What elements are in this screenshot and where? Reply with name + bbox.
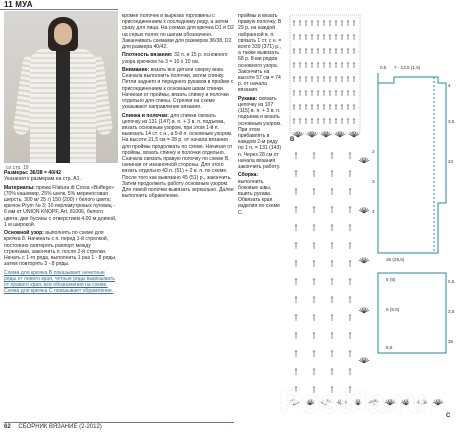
dim-label-6: 26 (28,5)	[386, 257, 405, 262]
instructions-column-3	[238, 13, 284, 417]
photo-face	[54, 23, 72, 45]
scheme-grid-top	[290, 15, 360, 133]
back-label: Спинка и полочки:	[122, 112, 169, 119]
dim-label-14: 26	[448, 339, 454, 344]
schemes-note	[4, 270, 118, 295]
dim-label-15: 8,5	[386, 345, 393, 350]
dim-label-10: 5 (5)	[386, 277, 396, 282]
note-label: Внимание:	[122, 67, 150, 73]
model-photo	[4, 11, 118, 163]
basic-pattern-label: Основной узор:	[4, 230, 44, 237]
instructions-column-1	[4, 170, 118, 418]
dim-label-9: 4	[372, 209, 375, 214]
sleeve-schematic-outline	[378, 273, 446, 353]
crochet-symbols-bottom	[289, 153, 443, 405]
dim-label-8: 3	[372, 179, 375, 184]
density-label: Плотность вязания:	[122, 52, 173, 59]
dim-label-2: 7 - 13,5 (1,5)	[394, 65, 421, 70]
scheme-letter-c: C	[446, 413, 451, 419]
dim-label-12: 5 (5,5)	[386, 307, 400, 312]
page-title: 11 МУА	[4, 0, 33, 9]
col2-intro: кромке полочек и вырезах горловины с присоединением к последнему ряду, а затем сразу для лица. На схемах для крючка D1 и D2 на серых полях по шагам обозначено. Заканчивать схемами для размеров 36/38, D2 для размера 40/42.	[122, 13, 234, 51]
sizes-label: Размеры:	[4, 170, 29, 176]
dim-label-13: 3,5	[448, 309, 455, 314]
density-paragraph	[122, 52, 234, 64]
assembly-label: Сборка:	[238, 172, 259, 179]
postila-watermark: Postila.ru	[280, 384, 427, 419]
dim-label-1: 0,5	[380, 65, 387, 70]
sleeve-paragraph	[238, 96, 284, 170]
footer-rule	[4, 422, 234, 423]
sleeve-label: Рукава:	[238, 95, 258, 102]
sizes-paragraph	[4, 170, 118, 182]
back-paragraph	[122, 113, 234, 200]
dim-label-4: 3,5	[448, 119, 455, 124]
note-text: вязать все детали сверху вниз. Сначала выполнить полочки, затем спинку. Петли заднего и переднего рукавов в пройме с присоединением к основным швам спинки. Начиная от проймы, вязать спинку и полочки отдельно для спины. Стрелки на схеме указывают направление вязания.	[122, 67, 234, 111]
front-schematic-outline	[378, 73, 446, 253]
dim-label-3: 4	[448, 83, 451, 88]
sizes-note: Указания к размерам на стр. А1.	[4, 176, 81, 183]
schemes-note-text: Схема для крючка В показывает нечетные ряды от левого края, четные ряды вывязывать от правого края, все обозначения на схеме. Схема для крючка С показывает обрамление.	[4, 269, 115, 295]
crochet-symbols-top	[293, 21, 359, 137]
photo-opening	[56, 51, 70, 163]
sizes-value: 36/38 = 40/42	[29, 170, 62, 176]
back-text: для спинки связать цепочку из 131 (147) в. п. + 3 в. п. подъема, вязать основным узором, при этом 1-й п. вывязать 14 ст. с н., а 5-й п. основным узором. На высоте 21,5 см = 28 р. от начала вязания для проймы продолжать по схеме. Начиная от проймы, вязать спинку и полочки отдельно. Сначала связать правую полочку по схеме В, начиная от изнаночной стороны. Для этого вязать отдельно 43 п. (51) + 2 в. п. по схеме. После того как вывязано 45 (51) р., закончить. Затем продолжить работу основным узором. Для левой полочки вывязать зеркально. Далее выполнить обрамление.	[122, 112, 234, 200]
materials-text: пряжа Filatura di Crosa «Buffego» (70% кашемир, 25% шелк, 5% мериносовая шерсть, 300 м/ 25 г) 150 (200) г белого цвета; крючок Prym № 3; 10 перламутровых пуговиц - 6 мм от UNION KNOPF, Art. 81006, белого цвета; две бусины с отверстием 4,00 м длиной, 1 м широкой.	[4, 184, 117, 228]
page-footer	[4, 424, 102, 430]
photo-caption: со.стр. 18	[6, 165, 29, 171]
materials-paragraph	[4, 185, 118, 228]
basic-pattern-paragraph	[4, 230, 118, 267]
instructions-column-2	[122, 13, 234, 417]
basic-pattern-text: выполнять по схеме для крючка 8. Начинать с п. перед 1-й стрелкой, постоянно повторять раппорт между стрелками, закончить п. после 2-й стрелки. Начать с 1-го ряда, выполнить 1 раз 1 - 8 ряды, затем повторять 3 - 8 ряды.	[4, 230, 117, 268]
assembly-paragraph	[238, 172, 284, 215]
dim-label-7: 2	[372, 149, 375, 154]
assembly-text: выполнить боковые швы, вшить рукава. Обвязать края изделия по схеме С.	[238, 178, 280, 216]
note-paragraph	[122, 67, 234, 110]
header-rule	[0, 9, 118, 10]
density-text: 32 п. и 15 р. основного узора крючком № 3 = 10 х 10 см.	[122, 52, 228, 65]
dim-label-5: 24	[448, 159, 454, 164]
materials-label: Материалы:	[4, 184, 35, 191]
schematic-labels	[372, 65, 455, 350]
col3-intro: проймы и вязать правую полочку. В 29 р. на каждой набранной в. п. связать 1 ст. с н. = всего 339 (371) р., а также вывязать 68 р. 8-ми рядов основного узора. Закончить на высоте 57 см = 74 р. от начала вязания.	[238, 13, 282, 94]
page-number: 62	[4, 424, 11, 430]
crochet-diagrams	[286, 13, 456, 423]
scheme-letter-b: B	[290, 137, 295, 143]
scheme-letters	[290, 137, 451, 419]
dim-label-11: 0,5	[448, 279, 455, 284]
sleeve-text: связать цепочку из 107 (115) в. п. + 3 в. п. подъема и вязать основным узором. При этом прибавлять в каждом 2-м ряду по 1 п. = 131 (143) п. Через 28 см от начала вязания закончить работу.	[238, 95, 282, 171]
journal-name: СБОРНИК ВЯЗАНИЕ (2-2012)	[18, 424, 102, 430]
